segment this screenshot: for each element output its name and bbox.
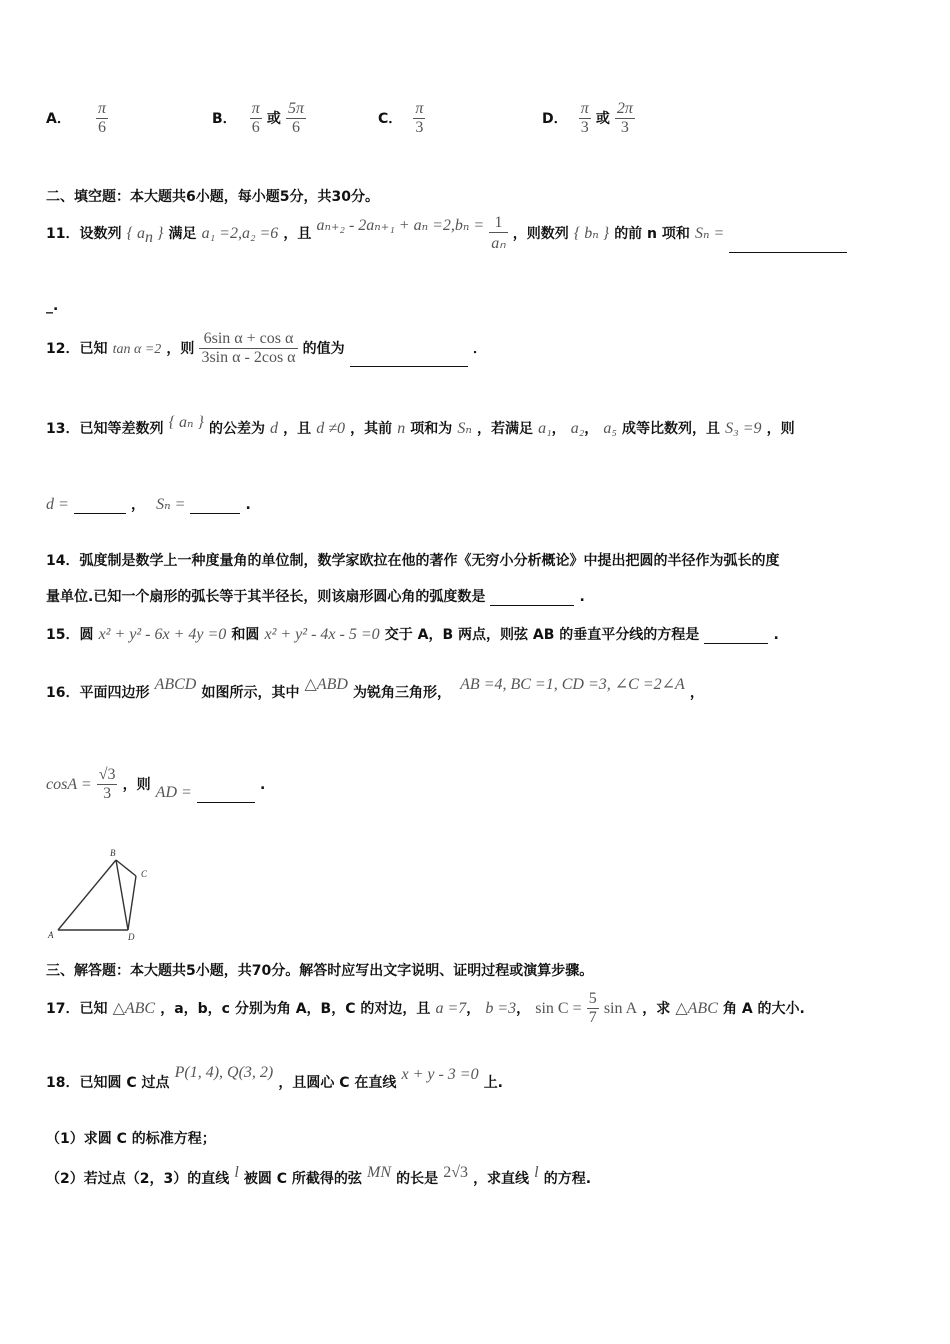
q11-answer-blank[interactable]	[729, 238, 847, 253]
question-15: 15．圆 x² + y² - 6x + 4y =0 和圆 x² + y² - 4x - 5 =0 交于 A，B 两点，则弦 AB 的垂直平分线的方程是 .	[46, 626, 779, 643]
edge-cd	[128, 876, 136, 930]
section-2-heading: 二、填空题：本大题共6小题，每小题5分，共30分。	[46, 189, 379, 205]
seq-a: { a	[126, 225, 145, 242]
q12-fraction: $\frac{\text{6sin α + cos α}}{\text{3sin α - 2cos α}}$	[201, 330, 296, 366]
option-b-fraction-1: $\frac{\pi}{6}$	[251, 100, 260, 136]
q16-cos-line: cosA = $\frac{√3}{3}$ ，则 AD = .	[46, 766, 266, 802]
question-13: 13．已知等差数列 { aₙ } 的公差为 d ，且 d ≠0 ，其前 n 项和为 Sₙ ，若满足 a₁， a₂， a₅ 成等比数列，且 S₃ =9 ，则	[46, 414, 795, 437]
q11-fraction: $\frac{1}{\text{aₙ}}$	[491, 214, 506, 252]
quadrilateral-figure	[44, 846, 164, 946]
q16-answer-blank[interactable]	[197, 788, 255, 803]
q17-fraction: $\frac{5}{7}$	[588, 990, 597, 1026]
question-18: 18．已知圆 C 过点 P(1, 4), Q(3, 2) ，且圆心 C 在直线 x + y - 3 =0 上.	[46, 1064, 504, 1091]
vertex-label-c: C	[141, 869, 148, 879]
option-d-fraction-2: $\frac{2\pi}{3}$	[616, 100, 633, 136]
question-12: 12．已知 tan α =2 ，则 $\frac{\text{6sin α + cos α}}{\text{3sin α - 2cos α}}$ 的值为 ．	[46, 330, 487, 366]
option-b: B． $\frac{\pi}{6}$ 或 $\frac{5\pi}{6}$	[212, 100, 304, 136]
question-16: 16．平面四边形 ABCD 如图所示，其中 △ABD 为锐角三角形， AB =4, BC =1, CD =3, ∠C =2∠A ，	[46, 676, 704, 701]
vertex-label-b: B	[110, 848, 116, 858]
vertex-label-d: D	[128, 932, 135, 942]
q14-answer-blank[interactable]	[490, 591, 574, 606]
section-3-heading: 三、解答题：本大题共5小题，共70分。解答时应写出文字说明、证明过程或演算步骤。	[46, 963, 594, 979]
question-17: 17．已知 △ABC ，a，b，c 分别为角 A，B，C 的对边，且 a =7， b =3， sin C = $\frac{5}{7}$ sin A ，求 △ABC 角 A 的大小.	[46, 990, 805, 1026]
q16-cos-fraction: $\frac{√3}{3}$	[98, 766, 116, 802]
option-b-fraction-2: $\frac{5\pi}{6}$	[287, 100, 304, 136]
vertex-label-a: A	[48, 930, 54, 940]
q13-answer-d-blank[interactable]	[74, 499, 126, 514]
q13-answers: d = ， Sₙ = .	[46, 496, 251, 513]
option-a-fraction: $\frac{\pi}{6}$	[97, 100, 106, 136]
q18-part-2: （2）若过点（2，3）的直线 l 被圆 C 所截得的弦 MN 的长是 2√3 ，求直线 l 的方程.	[46, 1164, 592, 1187]
question-14-line-1: 14．弧度制是数学上一种度量角的单位制，数学家欧拉在他的著作《无穷小分析概论》中提出把圆的半径作为弧长的度	[46, 553, 780, 569]
option-c-fraction: $\frac{\pi}{3}$	[415, 100, 424, 136]
option-d-fraction-1: $\frac{\pi}{3}$	[580, 100, 589, 136]
edge-ab	[58, 860, 116, 930]
q13-answer-s-blank[interactable]	[190, 499, 240, 514]
q12-answer-blank[interactable]	[350, 352, 468, 367]
question-14-line-2: 量单位.已知一个扇形的弧长等于其半径长，则该扇形圆心角的弧度数是 .	[46, 589, 585, 605]
q11-tail: _.	[46, 298, 59, 314]
q15-answer-blank[interactable]	[704, 629, 768, 644]
q18-part-1: （1）求圆 C 的标准方程；	[46, 1131, 216, 1147]
diagonal-bd	[116, 860, 128, 930]
option-d: D． $\frac{\pi}{3}$ 或 $\frac{2\pi}{3}$	[542, 100, 633, 136]
question-11: 11．设数列 { $a_n$ } 满足 a₁ =2,a₂ =6 ，且 aₙ₊₂ - 2aₙ₊₁ + aₙ =2,bₙ = $\frac{1}{\text{aₙ}}$ ，则数列 { bₙ } 的前 n 项和 Sₙ =	[46, 214, 847, 253]
option-a: A． $\frac{\pi}{6}$	[46, 100, 106, 136]
option-c: C． $\frac{\pi}{3}$	[378, 100, 424, 136]
